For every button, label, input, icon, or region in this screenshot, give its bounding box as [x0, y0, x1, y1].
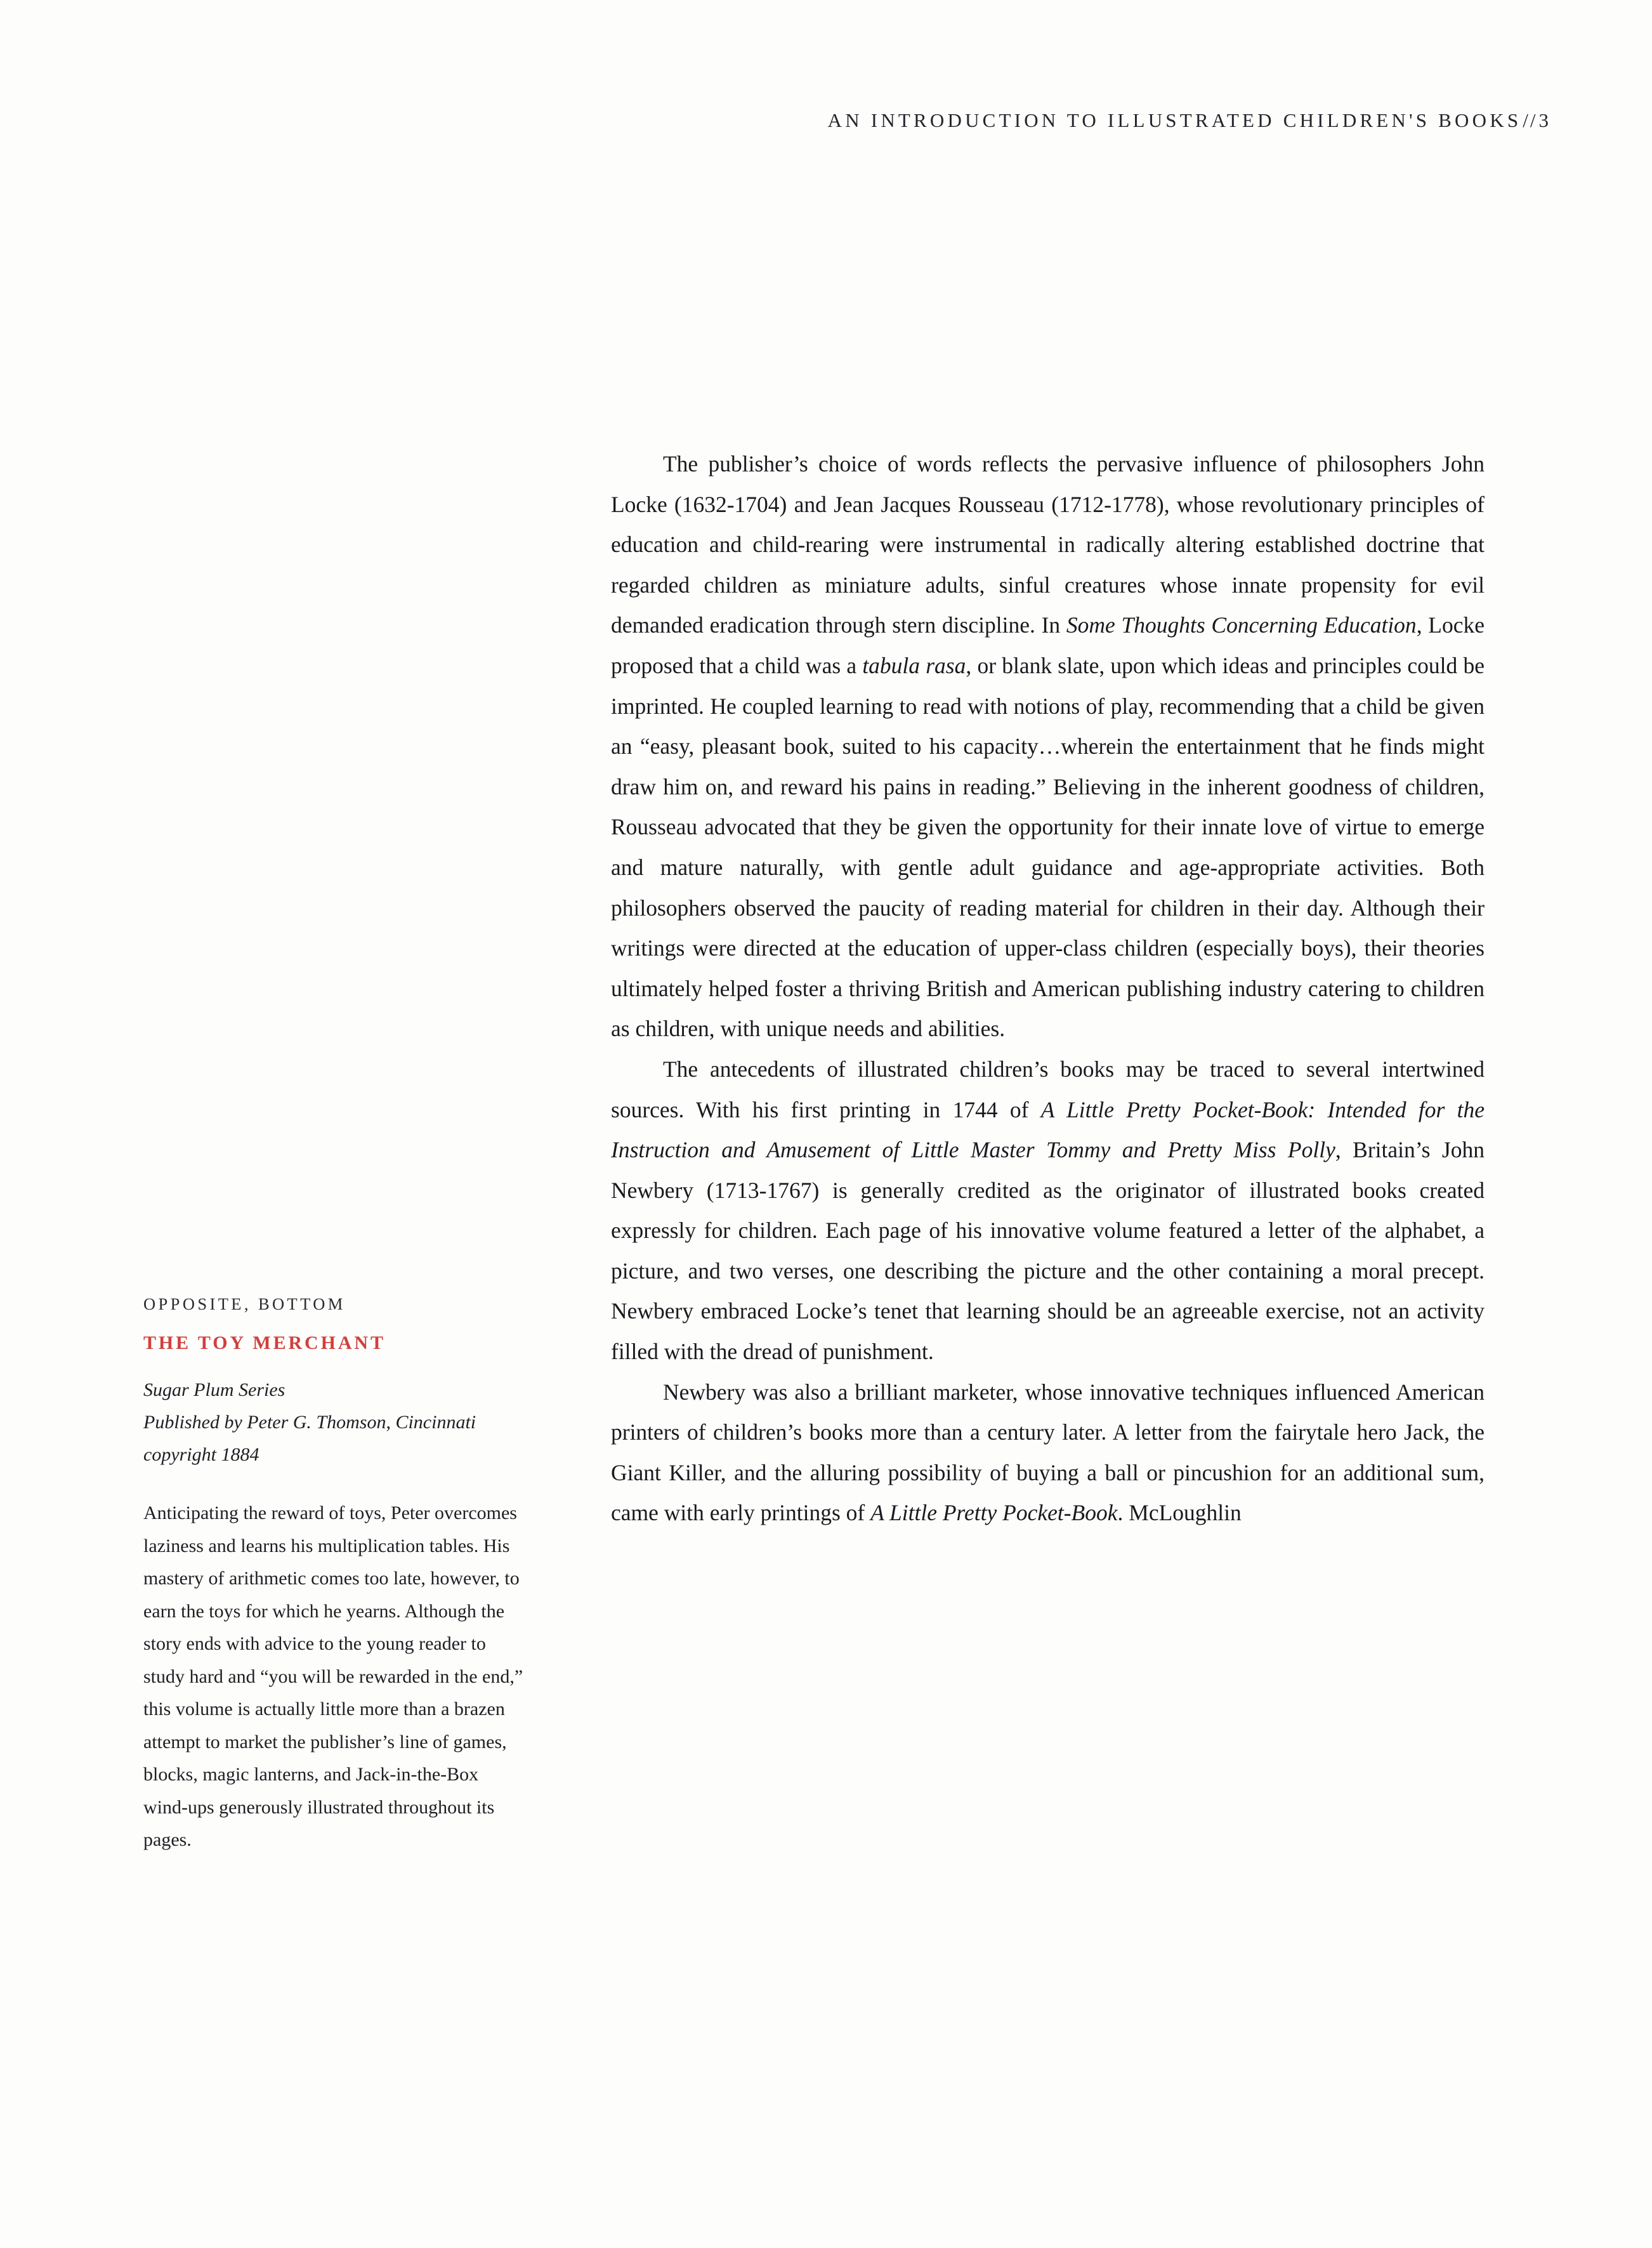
paragraph-1-segment-2: , Locke proposed that a child was a	[611, 612, 1485, 678]
body-paragraph-1	[611, 444, 1485, 1049]
paragraph-1-segment-3: , or blank slate, upon which ideas and principles could be imprinted. He coupled learning to read with notions of play, recommending that a child be given an “easy, pleasant book, suited to his capacity…wherein the entertainment that he finds might draw him on, and reward his pains in reading.” Believing in the inherent goodness of children, Rousseau advocated that they be given the opportunity for their innate love of virtue to emerge and mature naturally, with gentle adult guidance and age-appropriate activities. Both philosophers observed the paucity of reading material for children in their day. Although their writings were directed at the education of upper-class children (especially boys), their theories ultimately helped foster a thriving British and American publishing industry catering to children as children, with unique needs and abilities.	[611, 652, 1485, 1042]
caption-publisher: Published by Peter G. Thomson, Cincinnati	[143, 1412, 476, 1433]
body-paragraph-2	[611, 1049, 1485, 1372]
main-text-column	[611, 444, 1485, 1534]
body-paragraph-3	[611, 1372, 1485, 1534]
paragraph-3-segment-1: Newbery was also a brilliant marketer, whose innovative techniques influenced American printers of children’s books more than a century later. A letter from the fairytale hero Jack, the Giant Killer, and the alluring possibility of buying a ball or pincushion for an additional sum, came with early printings of	[611, 1379, 1485, 1526]
paragraph-1-segment-1: The publisher’s choice of words reflects the pervasive influence of philosophers John Locke (1632-1704) and Jean Jacques Rousseau (1712-1778), whose revolutionary principles of education and child-rearing were instrumental in radically altering established doctrine that regarded children as miniature adults, sinful creatures whose innate propensity for evil demanded eradication through stern discipline. In	[611, 451, 1485, 638]
caption-kicker: OPPOSITE, BOTTOM	[143, 1294, 346, 1313]
caption-title: THE TOY MERCHANT	[143, 1332, 386, 1353]
book-title-some-thoughts-concerning-education: Some Thoughts Concerning Education	[1066, 612, 1417, 638]
paragraph-2-segment-2: , Britain’s John Newbery (1713-1767) is generally credited as the originator of illustrated books created expressly for children. Each page of his innovative volume featured a letter of the alphabet, a picture, and two verses, one describing the picture and the other containing a moral precept. Newbery embraced Locke’s tenet that learning should be an agreeable exercise, not an activity filled with the dread of punishment.	[611, 1137, 1485, 1365]
paragraph-2-segment-1: The antecedents of illustrated children’s books may be traced to several intertwined sources. With his first printing in 1744 of	[611, 1056, 1485, 1122]
running-head-separator: //	[1523, 109, 1538, 131]
caption-series: Sugar Plum Series	[143, 1379, 285, 1400]
latin-term-tabula-rasa: tabula rasa	[862, 652, 966, 678]
paragraph-3-segment-2: . McLoughlin	[1117, 1500, 1242, 1526]
page-number: 3	[1538, 109, 1549, 131]
caption-column	[143, 1294, 524, 1857]
caption-body-text: Anticipating the reward of toys, Peter overcomes laziness and learns his multiplication tables. His mastery of arithmetic comes too late, however, to earn the toys for which he yearns. Although the story ends with advice to the young reader to study hard and “you will be rewarded in the end,” this volume is actually little more than a brazen attempt to market the publisher’s line of games, blocks, magic lanterns, and Jack-in-the-Box wind-ups generously illustrated throughout its pages.	[143, 1502, 523, 1850]
caption-metadata	[143, 1374, 524, 1471]
book-title-a-little-pretty-pocket-book-short: A Little Pretty Pocket-Book	[870, 1500, 1118, 1526]
caption-copyright: copyright 1884	[143, 1444, 259, 1465]
running-head	[0, 109, 1549, 132]
book-title-a-little-pretty-pocket-book-full: A Little Pretty Pocket-Book: Intended for the Instruction and Amusement of Little Master Tommy and Pretty Miss Polly	[611, 1096, 1485, 1163]
running-head-title: AN INTRODUCTION TO ILLUSTRATED CHILDREN'S BOOKS	[827, 109, 1522, 131]
